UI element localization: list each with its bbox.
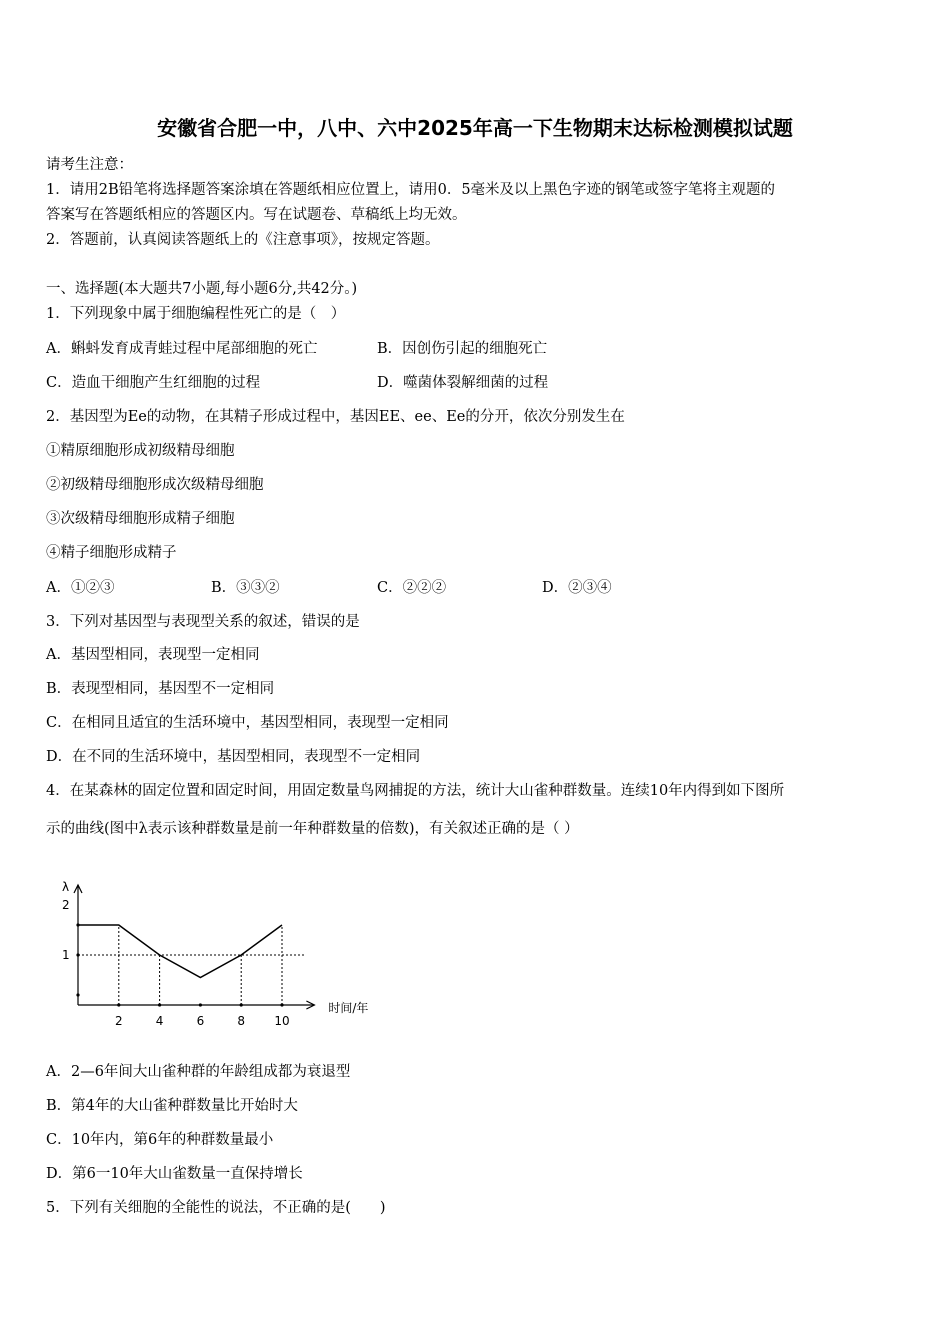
q1-option-d: D．噬菌体裂解细菌的过程	[377, 375, 549, 391]
q2-statement-1: ①精原细胞形成初级精母细胞	[46, 443, 235, 459]
q2-statement-4: ④精子细胞形成精子	[46, 545, 177, 561]
q1-option-c: C．造血干细胞产生红细胞的过程	[46, 375, 261, 391]
q1-stem: 1．下列现象中属于细胞编程性死亡的是（ ）	[46, 306, 346, 322]
y-tick-dot	[76, 993, 79, 996]
q4-option-a: A．2—6年间大山雀种群的年龄组成都为衰退型	[46, 1064, 351, 1080]
x-tick-label: 2	[114, 1014, 123, 1028]
notice-item-1a: 1．请用2B铅笔将选择题答案涂填在答题纸相应位置上，请用0．5毫米及以上黑色字迹的钢笔或签字笔将主观题的	[46, 182, 776, 198]
q2-statement-3: ③次级精母细胞形成精子细胞	[46, 511, 235, 527]
x-tick-label: 4	[155, 1014, 164, 1028]
y-tick-label: 1	[62, 948, 70, 962]
page-title: 安徽省合肥一中，八中、六中2025年高一下生物期末达标检测模拟试题	[157, 116, 793, 140]
x-tick-label: 6	[196, 1014, 205, 1028]
q4-option-d: D．第6一10年大山雀数量一直保持增长	[46, 1166, 303, 1182]
x-tick-label: 10	[274, 1014, 290, 1028]
q2-option-d: D．②③④	[542, 580, 612, 596]
q3-stem: 3．下列对基因型与表现型关系的叙述，错误的是	[46, 614, 360, 630]
q4-option-c: C．10年内，第6年的种群数量最小	[46, 1132, 274, 1148]
q2-stem: 2．基因型为Ee的动物，在其精子形成过程中，基因EE、ee、Ee的分开，依次分别发生在	[46, 409, 625, 425]
q2-statement-2: ②初级精母细胞形成次级精母细胞	[46, 477, 264, 493]
q3-option-c: C．在相同且适宜的生活环境中，基因型相同，表现型一定相同	[46, 715, 449, 731]
y-axis-label: λ	[62, 880, 70, 894]
notice-item-1b: 答案写在答题纸相应的答题区内。写在试题卷、草稿纸上均无效。	[46, 207, 467, 223]
x-tick-dot	[199, 1003, 202, 1006]
q2-option-c: C．②②②	[377, 580, 447, 596]
x-tick-label: 8	[237, 1014, 246, 1028]
q4-stem-line-1: 4．在某森林的固定位置和固定时间，用固定数量鸟网捕捉的方法，统计大山雀种群数量。连续10年内得到如下图所	[46, 783, 785, 799]
q2-option-b: B．③③②	[211, 580, 280, 596]
lambda-series-line	[78, 925, 282, 978]
lambda-chart	[50, 850, 400, 1040]
q4-stem-line-2: 示的曲线(图中λ表示该种群数量是前一年种群数量的倍数)，有关叙述正确的是（ ）	[46, 821, 579, 837]
notice-item-2: 2．答题前，认真阅读答题纸上的《注意事项》，按规定答题。	[46, 232, 440, 248]
x-axis-label: 时间/年	[328, 1001, 369, 1015]
y-tick-dot	[76, 953, 79, 956]
notice-heading: 请考生注意：	[46, 157, 133, 173]
q5-stem: 5．下列有关细胞的全能性的说法，不正确的是( )	[46, 1200, 386, 1216]
y-tick-label: 2	[62, 898, 70, 912]
q3-option-d: D．在不同的生活环境中，基因型相同，表现型不一定相同	[46, 749, 421, 765]
section-heading: 一、选择题(本大题共7小题,每小题6分,共42分。)	[46, 281, 358, 297]
q3-option-b: B．表现型相同，基因型不一定相同	[46, 681, 275, 697]
q1-option-a: A．蝌蚪发育成青蛙过程中尾部细胞的死亡	[46, 341, 318, 357]
q2-option-a: A．①②③	[46, 580, 115, 596]
q4-option-b: B．第4年的大山雀种群数量比开始时大	[46, 1098, 298, 1114]
q3-option-a: A．基因型相同，表现型一定相同	[46, 647, 260, 663]
q1-option-b: B．因创伤引起的细胞死亡	[377, 341, 548, 357]
